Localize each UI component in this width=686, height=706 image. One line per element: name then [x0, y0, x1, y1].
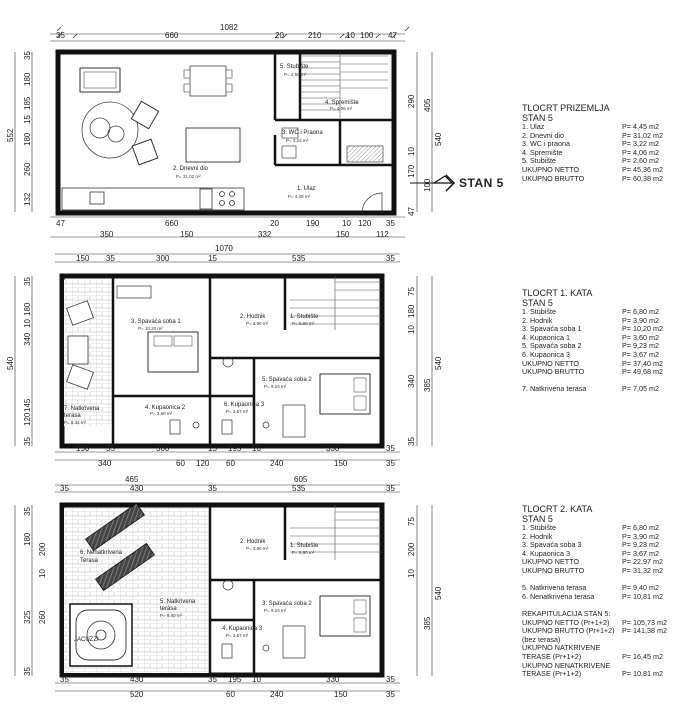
room-area: P= 6,80 m² [292, 550, 315, 555]
legend-row-value: P= 16,45 m2 [622, 651, 663, 661]
dim-text: 120 [23, 412, 32, 426]
dim-text: 552 [6, 128, 15, 142]
room-label: 3. Spavaća soba 1 [131, 319, 181, 325]
legend-row-label: UKUPNO NENATKRIVENE [522, 660, 611, 670]
dim-text: 10 [407, 147, 416, 156]
dim-text: 1070 [215, 244, 233, 253]
legend-row-label: 5. Spavaća soba 2 [522, 341, 582, 351]
legend-row-label: (bez terasa) [522, 634, 561, 644]
dim-text: 290 [407, 94, 416, 108]
room-label: 3. Spavaća soba 2 [262, 601, 312, 607]
legend-row-label: 3. WC i praona [522, 139, 570, 149]
legend-row-value: P= 49,68 m2 [622, 367, 663, 377]
legend-row-value: P= 10,20 m2 [622, 324, 663, 334]
legend-row-label: 1. Ulaz [522, 122, 545, 131]
legend-rows [522, 523, 667, 679]
dim-text: 465 [125, 475, 139, 484]
legend-row [522, 593, 662, 602]
legend-row-value: P= 31,02 m2 [622, 130, 663, 140]
legend-row-value: P= 105,73 m2 [622, 617, 667, 627]
legend-row [522, 567, 662, 576]
dim-text: 240 [270, 690, 284, 699]
dim-text: 10 [38, 569, 47, 578]
legend-row-value: P= 10,81 m2 [622, 669, 663, 679]
legend-row [522, 670, 662, 679]
legend-row-value: P= 31,32 m2 [622, 565, 663, 575]
legend-row-value: P= 9,23 m2 [622, 540, 659, 550]
room-label: 6. Kupaonica 3 [224, 402, 265, 408]
legend-row [522, 175, 662, 184]
second-floor-legend [522, 504, 667, 679]
dim-text: 180 [23, 532, 32, 546]
dim-text: 10 [342, 219, 351, 228]
legend-title: TLOCRT PRIZEMLJA [522, 103, 610, 113]
dim-text: 325 [23, 610, 32, 624]
room-label: 1. Stubište [290, 543, 319, 549]
room-area: P= 3,60 m² [150, 411, 173, 416]
dim-text: 10 [252, 675, 261, 684]
dim-text: 430 [130, 675, 144, 684]
dim-text: 100 [360, 31, 374, 40]
legend-row-label: UKUPNO NATKRIVENE [522, 643, 601, 653]
dim-text: 35 [106, 254, 115, 263]
dim-text: 47 [407, 207, 416, 216]
legend-row-value: P= 6,80 m2 [622, 523, 659, 532]
legend-row-label: TERASE (Pr+1+2) [522, 651, 582, 661]
room-label: terasa [64, 413, 81, 419]
room-label: 7. Natkrivena [64, 406, 100, 412]
room-area: P= 10,20 m² [138, 326, 163, 331]
room-area: P= 3,67 m² [226, 633, 249, 638]
dim-text: 120 [358, 219, 372, 228]
room-label: 4. Kupaonica 3 [222, 626, 263, 632]
dim-text: 35 [386, 690, 395, 699]
dim-text: 35 [407, 437, 416, 446]
dim-text: 10 [346, 31, 355, 40]
legend-row-value: P= 3,22 m2 [622, 139, 659, 149]
legend-row-label: 3. Spavaća soba 3 [522, 540, 582, 550]
first-floor-plan [15, 254, 432, 460]
dim-text: 385 [423, 616, 432, 630]
room-label: 2. Hodnik [240, 539, 266, 545]
dim-text: 385 [423, 378, 432, 392]
legend-row-label: UKUPNO NETTO [522, 557, 579, 567]
legend-row-value: P= 4,45 m2 [622, 122, 659, 131]
room-label: 5. Spavaća soba 2 [262, 377, 312, 383]
dim-text: 35 [386, 675, 395, 684]
dim-text: 35 [386, 219, 395, 228]
legend-row-label: 1. Stubište [522, 307, 556, 316]
legend-row-label: UKUPNO BRUTTO [522, 173, 585, 183]
room-area: P= 31,02 m² [176, 174, 201, 179]
legend-row-value [622, 636, 662, 645]
room-label: 4. Kupaonica 2 [145, 405, 186, 411]
dim-text: 540 [434, 132, 443, 146]
dim-text: 35 [386, 459, 395, 468]
stan-marker-label: STAN 5 [459, 176, 504, 190]
legend-row [522, 385, 662, 394]
dim-text: 150 [336, 230, 350, 239]
room-label: 2. Dnevni dio [173, 166, 209, 172]
legend-row-label: 7. Natkrivena terasa [522, 384, 587, 394]
dim-text: 185 [23, 96, 32, 110]
room-area: P= 4,45 m² [288, 194, 311, 199]
legend-row-label: 2. Hodnik [522, 315, 553, 325]
dim-text: 150 [180, 230, 194, 239]
dim-text: 60 [226, 459, 235, 468]
dim-text: 300 [156, 444, 170, 453]
legend-title: TLOCRT 2. KATA [522, 504, 593, 514]
dim-text: 260 [38, 610, 47, 624]
room-label: 5. Stubište [280, 64, 309, 70]
room-label: 4. Spremište [325, 100, 359, 106]
dim-text: 132 [23, 192, 32, 206]
room-label: 5. Natkrivena [160, 599, 196, 605]
dim-text: 35 [23, 437, 32, 446]
legend-row-label: 4. Spremište [522, 147, 563, 157]
legend-row-value: P= 141,38 m2 [622, 626, 667, 636]
first-floor-legend [522, 288, 662, 394]
dim-text: 150 [76, 254, 90, 263]
room-label: 6. Nenatkrivena [80, 550, 123, 556]
dim-text: 15 [208, 444, 217, 453]
legend-row-value: P= 3,60 m2 [622, 332, 659, 342]
dim-text: 520 [130, 690, 144, 699]
dim-text: 180 [23, 132, 32, 146]
legend-row-label: UKUPNO NETTO [522, 358, 579, 368]
dim-text: 540 [6, 356, 15, 370]
dim-text: 10 [407, 325, 416, 334]
legend-subtitle: STAN 5 [522, 514, 553, 524]
legend-row-value: P= 2,60 m2 [622, 156, 659, 166]
legend-row-label: TERASE (Pr+1+2) [522, 669, 582, 679]
dim-text: 35 [386, 254, 395, 263]
legend-row-value: P= 45,36 m2 [622, 164, 663, 174]
dim-text: 190 [306, 219, 320, 228]
legend-row [522, 368, 662, 377]
room-area: P= 6,34 m² [64, 420, 87, 425]
dim-text: 15 [23, 115, 32, 124]
legend-row-label: 5. Stubište [522, 156, 556, 166]
dim-text: 150 [76, 444, 90, 453]
room-area: P= 3,67 m² [226, 409, 249, 414]
legend-row-value: P= 4,06 m2 [622, 147, 659, 157]
dim-text: 150 [334, 690, 348, 699]
dim-text: 340 [23, 332, 32, 346]
room-area: P= 3,22 m² [286, 138, 309, 143]
room-area: P= 3,90 m² [246, 321, 269, 326]
dim-text: 60 [176, 459, 185, 468]
dim-text: 47 [388, 31, 397, 40]
dim-text: 540 [434, 586, 443, 600]
legend-rows [522, 308, 662, 394]
legend-row-label: 6. Kupaonica 3 [522, 349, 570, 359]
legend-row-label: 1. Stubište [522, 523, 556, 532]
dim-text: 210 [308, 31, 322, 40]
second-floor-plan [15, 485, 432, 691]
legend-row-label: 6. Nenatkrivena terasa [522, 591, 595, 601]
legend-row-label: 2. Hodnik [522, 531, 553, 541]
dim-text: 15 [208, 254, 217, 263]
dim-text: 195 [228, 444, 242, 453]
dim-text: 660 [165, 31, 179, 40]
room-area: P= 6,80 m² [292, 321, 315, 326]
dim-text: 535 [292, 254, 306, 263]
room-label: terasa [160, 606, 177, 612]
ground-floor-legend [522, 103, 662, 183]
room-label: 2. Hodnik [240, 314, 266, 320]
legend-row-value: P= 7,05 m2 [622, 384, 659, 394]
legend-subtitle: STAN 5 [522, 298, 553, 308]
dim-text: 35 [60, 675, 69, 684]
dim-text: 180 [23, 302, 32, 316]
dim-text: 35 [23, 277, 32, 286]
dim-text: 195 [228, 675, 242, 684]
dim-text: 605 [294, 475, 308, 484]
room-label: 1. Stubište [290, 314, 319, 320]
dim-text: 75 [407, 287, 416, 296]
room-area: P= 4,06 m² [330, 106, 353, 111]
room-area: P= 9,23 m² [264, 608, 287, 613]
dim-text: 10 [252, 444, 261, 453]
dim-text: 660 [165, 219, 179, 228]
legend-row-value: P= 10,81 m2 [622, 591, 663, 601]
dim-text: 260 [23, 162, 32, 176]
dim-text: 20 [275, 31, 284, 40]
room-label: 1. Ulaz [297, 186, 316, 192]
legend-row-value: P= 3,90 m2 [622, 315, 659, 325]
legend-row-label: UKUPNO BRUTTO [522, 367, 585, 377]
dim-text: 35 [386, 484, 395, 493]
dim-text: 35 [23, 667, 32, 676]
dim-text: 100 [423, 178, 432, 192]
dim-text: 300 [156, 254, 170, 263]
room-area: P= 9,23 m² [264, 384, 287, 389]
dim-text: 180 [23, 72, 32, 86]
legend-rows [522, 123, 662, 183]
dim-text: 10 [23, 319, 32, 328]
dim-text: 35 [60, 484, 69, 493]
legend-row-value [622, 601, 662, 610]
legend-row-label: 5. Natkrivena terasa [522, 583, 587, 593]
legend-row-value: P= 22,97 m2 [622, 557, 663, 567]
legend-row-label: 4. Kupaonica 3 [522, 548, 570, 558]
room-area: P= 9,40 m² [160, 613, 183, 618]
dim-text: 405 [423, 98, 432, 112]
legend-row-label: UKUPNO NETTO (Pr+1+2) [522, 617, 610, 627]
legend-row-label: 4. Kupaonica 1 [522, 332, 570, 342]
legend-row-value: P= 3,67 m2 [622, 548, 659, 558]
dim-text: 75 [407, 517, 416, 526]
room-label: 3. WC i Praona [282, 130, 323, 136]
dim-text: 350 [100, 230, 114, 239]
dim-text: 170 [407, 164, 416, 178]
dim-text: 330 [326, 444, 340, 453]
dim-text: 430 [130, 484, 144, 493]
legend-row-value: P= 9,40 m2 [622, 583, 659, 593]
dim-text: 35 [386, 444, 395, 453]
dim-text: 240 [270, 459, 284, 468]
dim-text: 540 [434, 356, 443, 370]
dim-text: 180 [407, 304, 416, 318]
dim-text: 47 [56, 219, 65, 228]
legend-row-value: P= 37,40 m2 [622, 358, 663, 368]
dim-text: 145 [23, 398, 32, 412]
room-label: Terasa [80, 558, 99, 564]
dim-total-width: 1082 [220, 23, 238, 32]
legend-row-value: P= 9,23 m2 [622, 341, 659, 351]
room-area: P= 3,90 m² [246, 546, 269, 551]
jacuzzi-label: JACUZZI [74, 637, 99, 643]
legend-row-value: P= 60,38 m2 [622, 173, 663, 183]
dim-text: 340 [98, 459, 112, 468]
legend-row-value: P= 3,67 m2 [622, 349, 659, 359]
dim-text: 200 [407, 542, 416, 556]
legend-row-label: 3. Spavaća soba 1 [522, 324, 582, 334]
dim-text: 120 [196, 459, 210, 468]
dim-text: 10 [407, 569, 416, 578]
legend-row-label: UKUPNO BRUTTO (Pr+1+2) [522, 626, 615, 636]
legend-row-label: 2. Dnevni dio [522, 130, 564, 140]
dim-text: 35 [106, 444, 115, 453]
legend-row-label: REKAPITULACIJA STAN 5: [522, 608, 611, 618]
dim-text: 112 [376, 230, 389, 239]
dim-text: 150 [334, 459, 348, 468]
dim-text: 60 [226, 690, 235, 699]
dim-text: 35 [56, 31, 65, 40]
dim-text: 35 [208, 675, 217, 684]
room-area: P= 2,60 m² [284, 72, 307, 77]
dim-text: 35 [23, 507, 32, 516]
legend-title: TLOCRT 1. KATA [522, 288, 593, 298]
dim-text: 535 [292, 484, 306, 493]
dim-text: 200 [38, 542, 47, 556]
dim-text: 332 [258, 230, 272, 239]
dim-text: 330 [326, 675, 340, 684]
ground-floor-plan [15, 27, 454, 237]
dim-text: 35 [208, 484, 217, 493]
legend-row-label: UKUPNO BRUTTO [522, 565, 585, 575]
dim-text: 340 [407, 374, 416, 388]
dim-text: 35 [23, 51, 32, 60]
legend-row-value: P= 3,90 m2 [622, 531, 659, 541]
legend-row-label: UKUPNO NETTO [522, 164, 579, 174]
legend-row-value: P= 6,80 m2 [622, 307, 659, 316]
dim-text: 20 [270, 219, 279, 228]
legend-subtitle: STAN 5 [522, 113, 553, 123]
